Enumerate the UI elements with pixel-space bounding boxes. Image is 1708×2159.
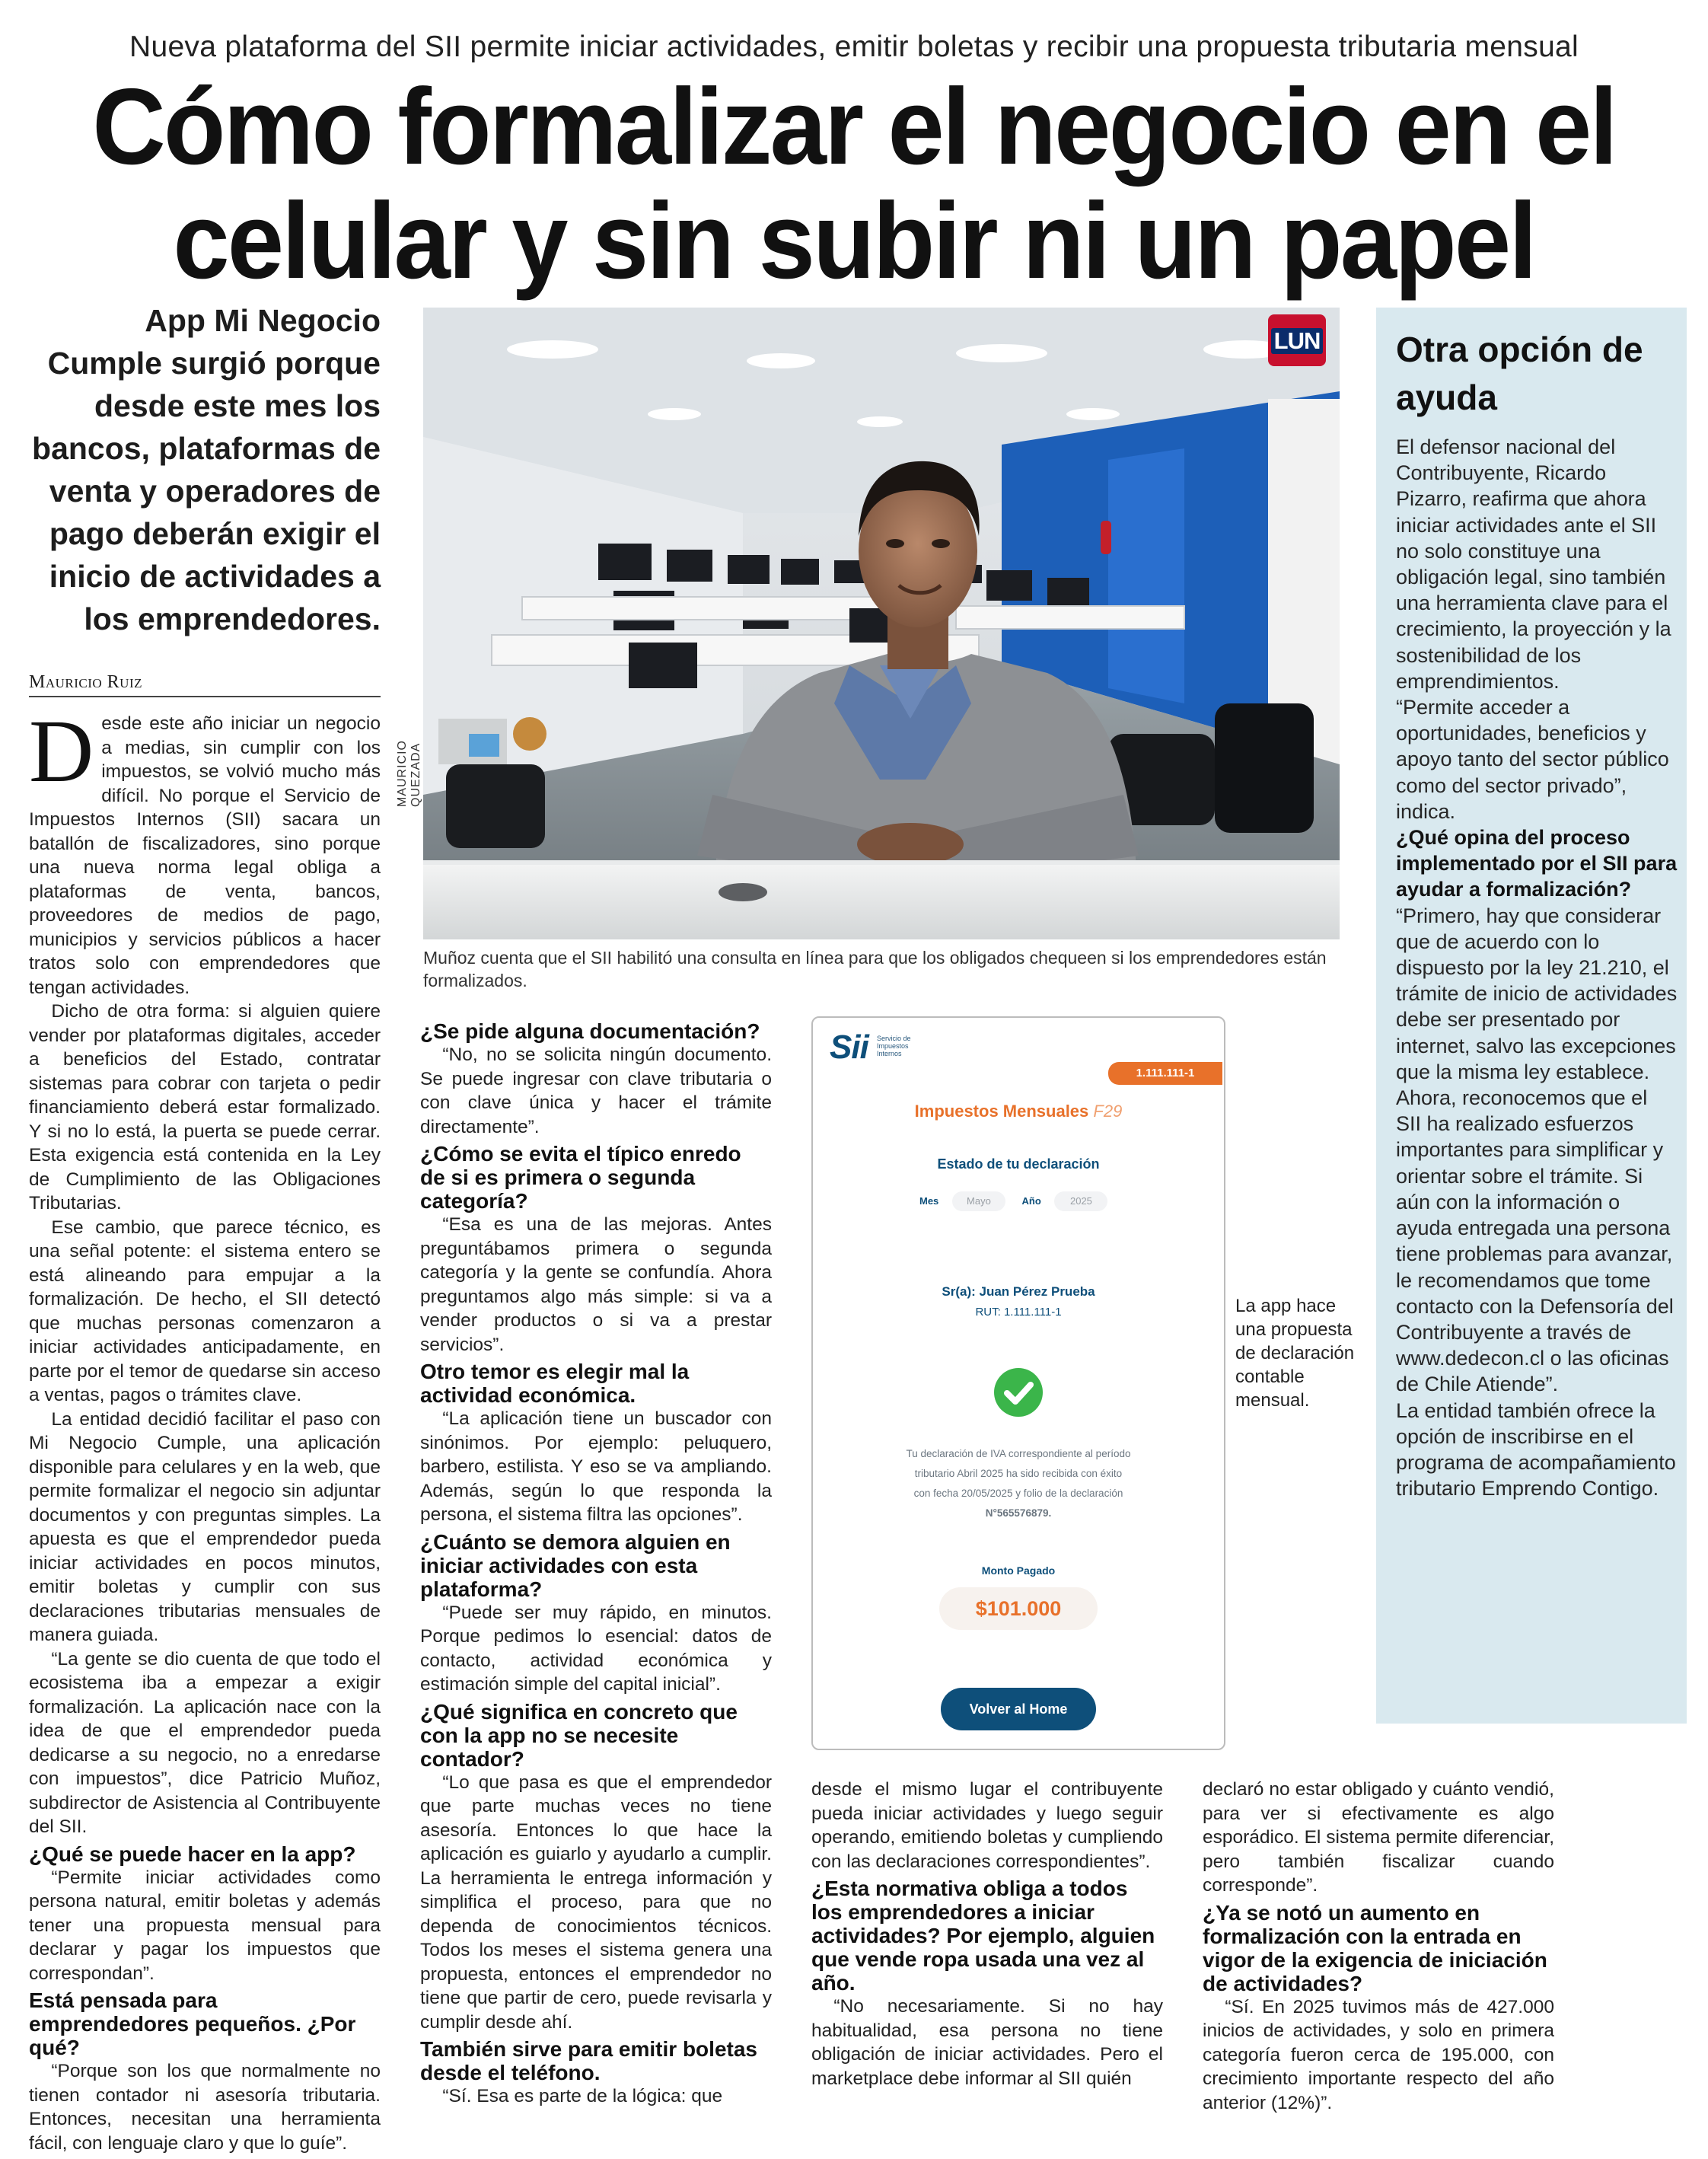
body-paragraph: “Permite iniciar actividades como persona natural, emitir boletas y además tener una propuesta mensual para declarar y pagar los impuestos que correspondan”. xyxy=(29,1867,381,1984)
sii-logo xyxy=(830,1028,911,1067)
year-select[interactable] xyxy=(1054,1191,1107,1211)
sidebar-question-1: ¿Qué opina del proceso implementado por el SII para ayudar a formalización? xyxy=(1396,826,1678,901)
body-paragraph: “Sí. En 2025 tuvimos más de 427.000 inicios de actividades, y solo en primera categoría fueron cerca de 195.000, con crecimiento importante respecto del año anterior (12%)”. xyxy=(1203,1996,1554,2113)
body-paragraph: “Porque son los que normalmente no tienen contador ni asesoría tributaria. Entonces, necesitan una herramienta fácil, con lenguaje claro y que lo guíe”. xyxy=(29,2061,381,2154)
app-title-main: Impuestos Mensuales xyxy=(914,1102,1089,1121)
sidebar-paragraph-3: “Primero, hay que considerar que de acuerdo con lo dispuesto por la ley 21.210, el trámite de inicio de actividades debe ser presentado por internet, salvo las excepciones que la misma ley establece. Ahora, reconocemos que el SII ha realizado esfuerzos importantes para simplificar y orientar sobre el trámite. Si aún con la información o ayuda entregada una persona tiene problemas para avanzar, le recomendamos que tome contacto con la Defensoría del Contribuyente a través de www.dedecon.cl o las oficinas de Chile Atiende”. xyxy=(1396,904,1678,1396)
body-paragraph: “Lo que pasa es que el emprendedor que parte muchas veces no tiene asesoría. Entonces lo que hace la aplicación es guiarlo y ayudarlo a cumplir. La herramienta le entrega información y simplifica el proceso, para que no dependa de conocimientos técnicos. Todos los meses el sistema genera una propuesta, entonces el emprendedor no tiene que partir de cero, puede revisarla y cumplir desde ahí. xyxy=(420,1772,772,2033)
back-home-button[interactable]: Volver al Home xyxy=(941,1688,1096,1730)
body-paragraph: “La aplicación tiene un buscador con sinónimos. Por ejemplo: peluquero, barbero, estilista. Y eso se va ampliando. Además, según lo que responda la persona, el sistema filtra las opciones”. xyxy=(420,1408,772,1525)
confirmation-line-2: tributario Abril 2025 ha sido recibida con éxito xyxy=(914,1468,1123,1479)
question-heading: ¿Se pide alguna documentación? xyxy=(420,1019,760,1043)
body-paragraph: “No, no se solicita ningún documento. Se puede ingresar con clave tributaria o con clave única y hacer el trámite directamente”. xyxy=(420,1044,772,1137)
confirmation-line-3: con fecha 20/05/2025 y folio de la declaración xyxy=(913,1488,1123,1499)
deck: App Mi Negocio Cumple surgió porque desde este mes los bancos, plataformas de venta y operadores de pago deberán exigir el inicio de actividades a los emprendedores. xyxy=(32,303,381,636)
app-subtitle: Estado de tu declaración xyxy=(937,1156,1100,1172)
kicker: Nueva plataforma del SII permite iniciar actividades, emitir boletas y recibir una propuesta tributaria mensual xyxy=(129,30,1579,63)
body-paragraph: “Puede ser muy rápido, en minutos. Porque pedimos lo esencial: datos de contacto, actividad económica y estimación simple del capital inicial”. xyxy=(420,1602,772,1695)
confirmation-line-4: N°565576879. xyxy=(985,1507,1052,1519)
body-column-2 xyxy=(420,1016,772,2105)
rut-badge: 1.111.111-1 xyxy=(1108,1062,1222,1085)
question-heading: Otro temor es elegir mal la actividad económica. xyxy=(420,1360,690,1407)
month-value: Mayo xyxy=(967,1195,991,1207)
question-heading: Está pensada para emprendedores pequeños. ¿Por qué? xyxy=(29,1988,356,2059)
question-heading: ¿Qué significa en concreto que con la app no se necesite contador? xyxy=(420,1699,738,1771)
app-title xyxy=(813,1102,1224,1121)
sidebar-paragraph-2: “Permite acceder a oportunidades, beneficios y apoyo tanto del sector público como del sector privado”, indica. xyxy=(1396,696,1669,823)
user-name: Sr(a): Juan Pérez Prueba xyxy=(942,1284,1095,1299)
question-heading: ¿Esta normativa obliga a todos los emprendedores a iniciar actividades? Por ejemplo, alguien que vende ropa usada una vez al año. xyxy=(811,1877,1155,1995)
body-paragraph: La entidad decidió facilitar el paso con Mi Negocio Cumple, una aplicación disponible para celulares y en la web, que permite formalizar el negocio sin adjuntar documentos y con preguntas simples. La apuesta es que el emprendedor pueda iniciar actividades en pocos minutos, emitir boletas y cumplir con sus declaraciones tributarias mensuales de manera guiada. xyxy=(29,1408,381,1645)
body-column-3 xyxy=(811,1778,1163,2105)
year-value: 2025 xyxy=(1069,1195,1092,1207)
body-column-1 xyxy=(29,701,381,2154)
body-paragraph: “No necesariamente. Si no hay habitualidad, esa persona no tiene obligación de iniciar actividades. Pero el marketplace debe informar al SII quién xyxy=(811,1996,1163,2089)
body-column-4 xyxy=(1203,1778,1554,2113)
headline-line-2: celular y sin subir ni un papel xyxy=(173,180,1535,301)
app-title-form: F29 xyxy=(1093,1102,1123,1121)
body-paragraph: declaró no estar obligado y cuánto vendió, para ver si efectivamente es algo esporádico. El sistema permite diferenciar, pero también fiscalizar cuando corresponde”. xyxy=(1203,1779,1554,1896)
confirmation-message xyxy=(813,1444,1224,1523)
photo-caption: Muñoz cuenta que el SII habilitó una consulta en línea para que los obligados chequeen si los emprendedores están formalizados. xyxy=(423,948,1327,990)
body-paragraph: “Esa es una de las mejoras. Antes preguntábamos primera o segunda categoría y la gente se confundía. Ahora preguntamos algo más simple: si va a vender productos o si va a prestar servicios”. xyxy=(420,1214,772,1355)
body-paragraph: Ese cambio, que parece técnico, es una señal potente: el sistema entero se está alineando para empujar a la formalización. De hecho, el SII detectó que muchas personas comenzaron a iniciar actividades anticipadamente, en parte por el temor de quedarse sin acceso a ventas, pagos o trámites clave. xyxy=(29,1217,381,1405)
confirmation-line-1: Tu declaración de IVA correspondiente al período xyxy=(906,1448,1131,1459)
sidebar-body xyxy=(1396,434,1678,1501)
lun-logo xyxy=(1268,314,1326,366)
headline-line-1: Cómo formalizar el negocio en el xyxy=(92,66,1616,187)
question-heading: ¿Qué se puede hacer en la app? xyxy=(29,1842,356,1866)
sii-sub-1: Servicio de xyxy=(877,1035,911,1042)
user-rut: RUT: 1.111.111-1 xyxy=(975,1306,1062,1319)
lun-logo-text: LUN xyxy=(1271,328,1323,354)
body-paragraph: Desde este año iniciar un negocio a medias, sin cumplir con los impuestos, se volvió mucho más difícil. No porque el Servicio de Impuestos Internos (SII) sacara un batallón de fiscalizadores, sino porque una nueva norma legal obliga a plataformas de venta, bancos, proveedores de medios de pago, municipios y servicios públicos a hacer tratos solo con emprendedores que tengan actividades. xyxy=(29,701,381,998)
app-screenshot xyxy=(811,1016,1225,1750)
amount-label: Monto Pagado xyxy=(981,1564,1056,1577)
body-paragraph: “La gente se dio cuenta de que todo el ecosistema iba a empezar a exigir formalización. La aplicación nace con la idea de que el emprendedor pueda dedicarse a su negocio, no a enredarse con impuestos”, dice Patricio Muñoz, subdirector de Asistencia al Contribuyente del SII. xyxy=(29,1648,381,1837)
month-select[interactable] xyxy=(952,1191,1005,1211)
sidebar-paragraph-1: El defensor nacional del Contribuyente, Ricardo Pizarro, reafirma que ahora iniciar actividades ante el SII no solo constituye una obligación legal, sino también una herramienta clave para el crecimiento, la proyección y la sostenibilidad de los emprendimientos. xyxy=(1396,435,1671,693)
year-label: Año xyxy=(1021,1195,1041,1207)
body-paragraph: Dicho de otra forma: si alguien quiere vender por plataformas digitales, acceder a beneficios del Estado, contratar sistemas para cobrar con tarjeta o pedir financiamiento deberá estar formalizado. Y si no lo está, la puerta se puede cerrar. Esta exigencia está contenida en la Ley de Cumplimiento de las Obligaciones Tributarias. xyxy=(29,1001,381,1213)
sidebar-paragraph-4: La entidad también ofrece la opción de inscribirse en el programa de acompañamiento tributario Emprendo Contigo. xyxy=(1396,1398,1676,1500)
question-heading: ¿Ya se notó un aumento en formalización con la entrada en vigor de la exigencia de iniciación de actividades? xyxy=(1203,1900,1547,1995)
month-label: Mes xyxy=(919,1195,939,1207)
sii-brand: Sii xyxy=(830,1028,868,1066)
app-caption: La app hace una propuesta de declaración contable mensual. xyxy=(1235,1296,1355,1411)
body-paragraph: “Sí. Esa es parte de la lógica: que xyxy=(442,2086,723,2106)
dropcap: D xyxy=(29,701,94,801)
question-heading: ¿Cómo se evita el típico enredo de si es primera o segunda categoría? xyxy=(420,1142,741,1213)
body-paragraph: desde el mismo lugar el contribuyente pueda iniciar actividades y luego seguir operando, emitiendo boletas y cumpliendo con las declaraciones correspondientes”. xyxy=(811,1779,1163,1872)
headline xyxy=(80,66,1628,301)
byline: Mauricio Ruiz xyxy=(29,672,381,697)
question-heading: ¿Cuánto se demora alguien en iniciar actividades con esta plataforma? xyxy=(420,1529,731,1601)
office-photo-illustration xyxy=(423,308,1340,939)
success-check-icon xyxy=(994,1368,1043,1417)
main-photo xyxy=(423,308,1340,939)
question-heading: También sirve para emitir boletas desde el teléfono. xyxy=(420,2037,757,2084)
sii-sub-3: Internos xyxy=(877,1050,902,1057)
amount-value: $101.000 xyxy=(939,1587,1098,1630)
sidebar-title: Otra opción de ayuda xyxy=(1396,330,1643,417)
sii-sub-2: Impuestos xyxy=(877,1042,909,1050)
photo-credit: MAURICIO QUEZADA xyxy=(396,740,422,807)
period-selector xyxy=(919,1191,1148,1211)
